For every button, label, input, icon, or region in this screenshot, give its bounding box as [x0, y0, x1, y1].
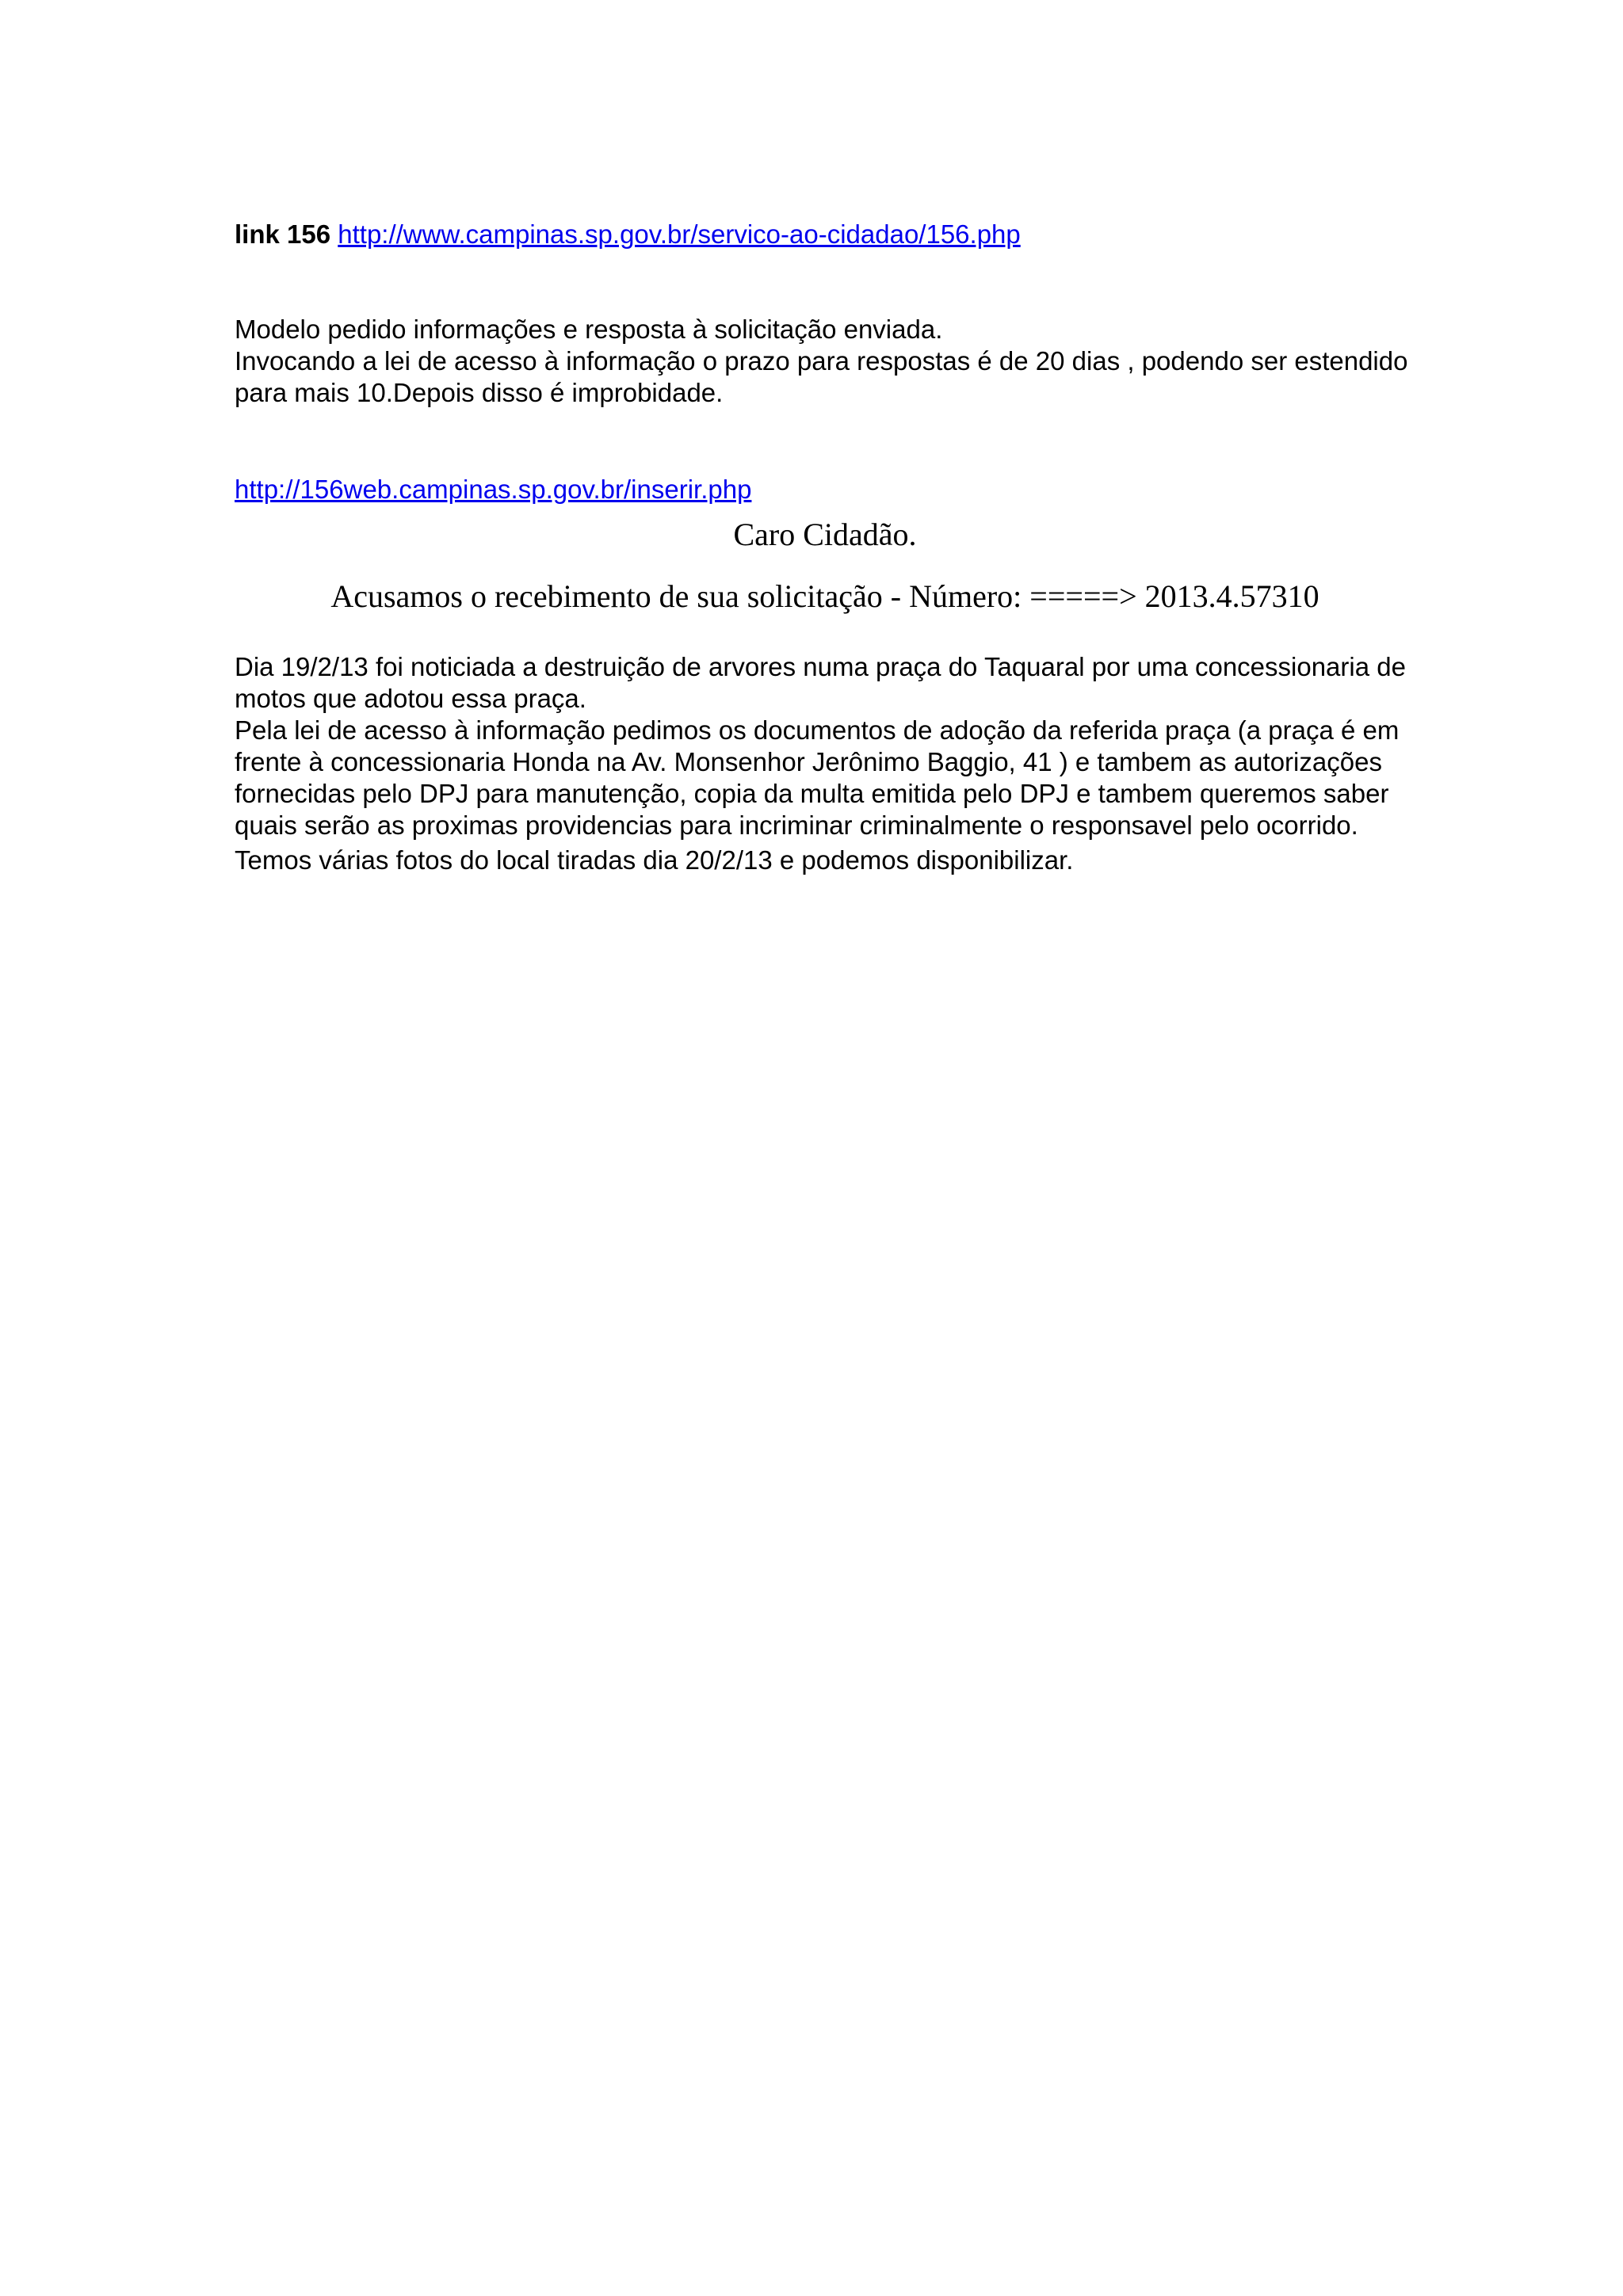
intro-block [235, 314, 1415, 409]
response-acknowledgement: Acusamos o recebimento de sua solicitação - Número: =====> 2013.4.57310 [330, 578, 1319, 614]
campinas-156-link[interactable]: http://www.campinas.sp.gov.br/servico-ao-cidadao/156.php [338, 219, 1021, 249]
response-greeting: Caro Cidadão. [733, 517, 917, 552]
request-paragraph-2: Pela lei de acesso à informação pedimos os documentos de adoção da referida praça (a praça é em frente à concessionaria Honda na Av. Monsenhor Jerônimo Baggio, 41 ) e tambem as autorizações fornecidas pelo DPJ para manutenção, copia da multa emitida pelo DPJ e tambem queremos saber quais serão as proximas providencias para incriminar criminalmente o responsavel pelo ocorrido. [235, 715, 1400, 840]
intro-line-2: Invocando a lei de acesso à informação o prazo para respostas é de 20 dias , podendo ser estendido para mais 10.Depois disso é improbidade. [235, 346, 1408, 407]
top-link-label: link 156 [235, 219, 331, 249]
request-paragraph-1: Dia 19/2/13 foi noticiada a destruição de arvores numa praça do Taquaral por uma concessionaria de motos que adotou essa praça. [235, 652, 1406, 713]
top-link-line [235, 219, 1415, 250]
request-block [235, 651, 1415, 876]
request-paragraph-3: Temos várias fotos do local tiradas dia 20/2/13 e podemos disponibilizar. [235, 845, 1074, 875]
form-link-line [235, 474, 1415, 505]
inserir-form-link[interactable]: http://156web.campinas.sp.gov.br/inserir.php [235, 475, 752, 504]
intro-line-1: Modelo pedido informações e resposta à solicitação enviada. [235, 315, 943, 344]
document-content [235, 219, 1415, 876]
